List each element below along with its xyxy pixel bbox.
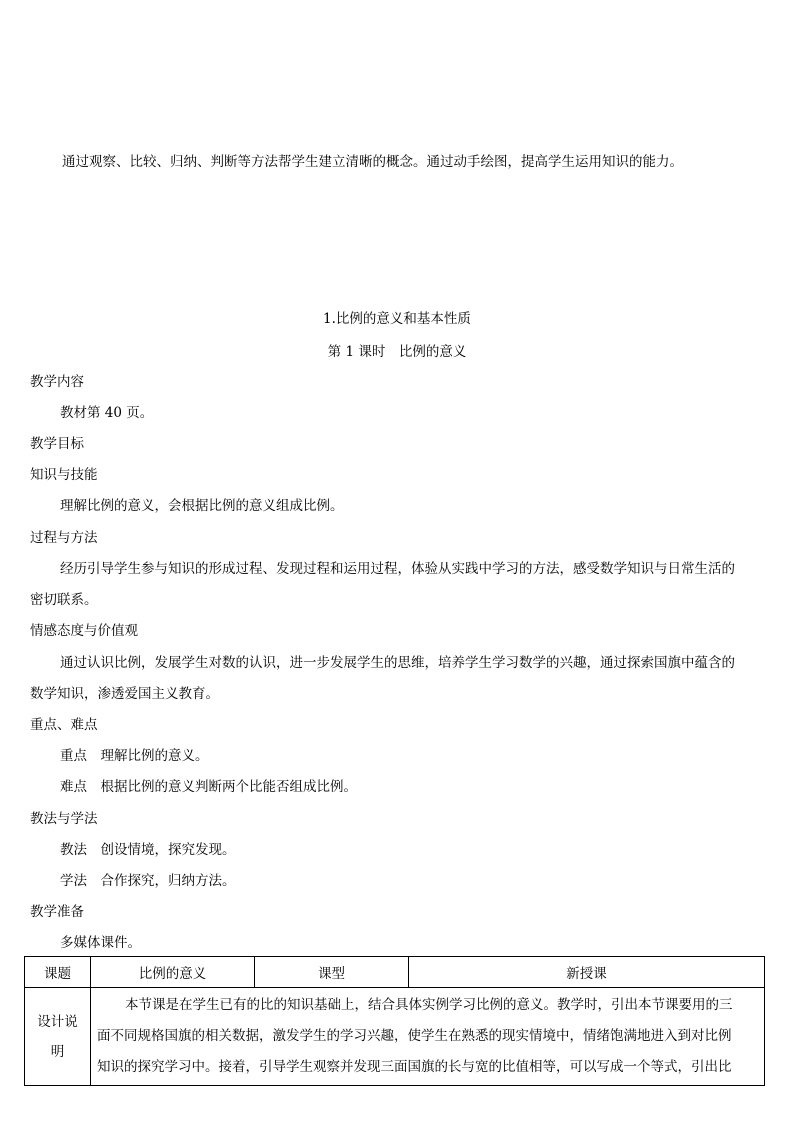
design-note-label: [25, 988, 91, 1086]
key-points-heading: 重点、难点: [30, 717, 98, 733]
knowledge-text: 理解比例的意义，会根据比例的意义组成比例。: [60, 498, 344, 514]
design-note-label-line-2: 明: [50, 1043, 65, 1060]
intro-paragraph: 通过观察、比较、归纳、判断等方法帮学生建立清晰的概念。通过动手绘图，提高学生运用知识的能力。: [62, 154, 683, 170]
goals-heading: 教学目标: [30, 436, 84, 452]
process-heading: 过程与方法: [30, 530, 98, 546]
difficult-point: 难点 根据比例的意义判断两个比能否组成比例。: [60, 779, 357, 795]
key-point: 重点 理解比例的意义。: [60, 748, 209, 764]
design-note-line-2: 面不同规格国旗的相关数据，激发学生的学习兴趣，使学生在熟悉的现实情境中，情绪饱满地进入到对比例: [97, 1028, 732, 1044]
content-text: 教材第 40 页。: [60, 405, 154, 421]
content-heading: 教学内容: [30, 374, 84, 390]
prep-text: 多媒体课件。: [60, 935, 141, 951]
prep-heading: 教学准备: [30, 904, 84, 920]
design-note-line-1: 本节课是在学生已有的比的知识基础上，结合具体实例学习比例的意义。教学时，引出本节课要用的三: [125, 997, 733, 1013]
topic-label: 课题: [25, 957, 91, 988]
emotion-text-line-2: 数学知识，渗透爱国主义教育。: [30, 686, 219, 702]
lesson-subtitle: 第 1 课时 比例的意义: [327, 344, 467, 360]
process-text-line-2: 密切联系。: [30, 592, 98, 608]
knowledge-heading: 知识与技能: [30, 467, 98, 483]
emotion-heading: 情感态度与价值观: [30, 623, 138, 639]
teach-method: 教法 创设情境，探究发现。: [60, 842, 236, 858]
learn-method: 学法 合作探究，归纳方法。: [60, 873, 236, 889]
emotion-text-line-1: 通过认识比例，发展学生对数的认识，进一步发展学生的思维，培养学生学习数学的兴趣，通过探索国旗中蕴含的: [60, 655, 735, 671]
process-text-line-1: 经历引导学生参与知识的形成过程、发现过程和运用过程，体验从实践中学习的方法，感受数学知识与日常生活的: [60, 561, 735, 577]
method-heading: 教法与学法: [30, 811, 98, 827]
topic-value: 比例的意义: [91, 957, 255, 988]
table-row: [25, 957, 765, 988]
table-row: [25, 988, 765, 1086]
type-label: 课型: [255, 957, 409, 988]
type-value: 新授课: [409, 957, 765, 988]
design-note-text: [91, 988, 765, 1086]
design-note-line-3: 知识的探究学习中。接着，引导学生观察并发现三面国旗的长与宽的比值相等，可以写成一个等式，引出比: [97, 1059, 732, 1075]
design-note-label-line-1: 设计说: [37, 1013, 78, 1030]
section-title: 1.比例的意义和基本性质: [323, 311, 471, 327]
lesson-info-table: [24, 956, 765, 1086]
